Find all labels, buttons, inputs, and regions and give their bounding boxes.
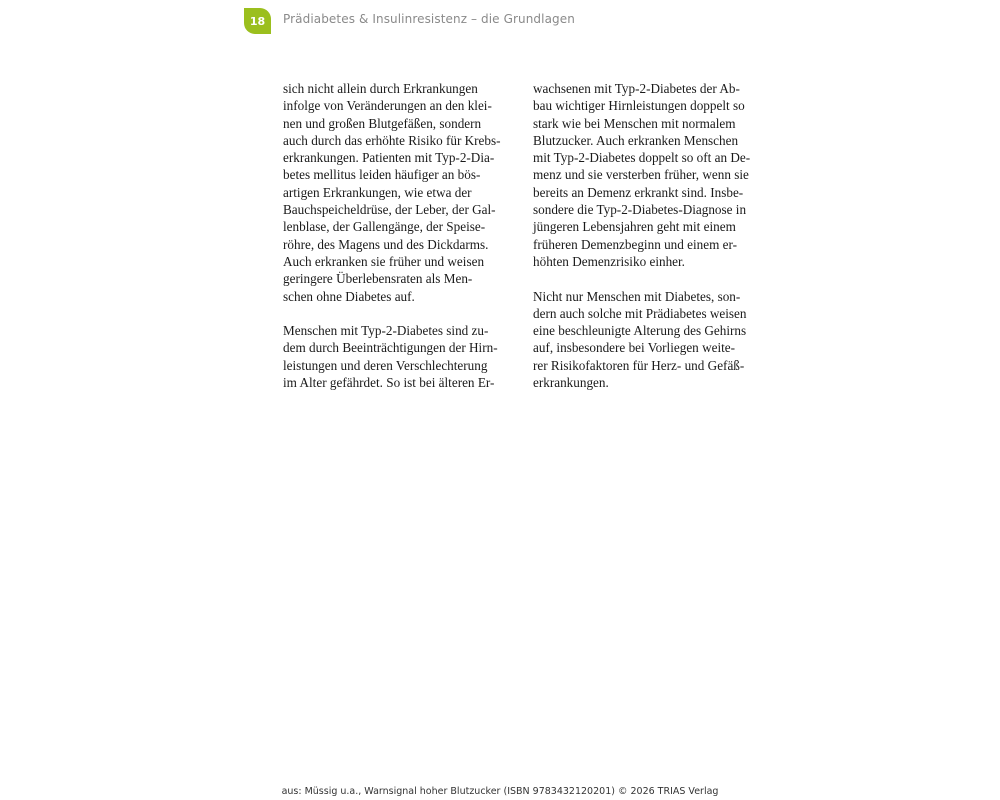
text-line: rer Risikofaktoren für Herz- und Gefäß- (533, 357, 745, 373)
text-line: geringere Überlebensraten als Men- (283, 271, 473, 287)
text-line: infolge von Veränderungen an den klei- (283, 98, 492, 114)
text-line: früheren Demenzbeginn und einem er- (533, 236, 738, 252)
text-line: dern auch solche mit Prädiabetes weisen (533, 305, 747, 321)
text-line: Menschen mit Typ-2-Diabetes sind zu- (283, 323, 489, 339)
text-line: eine beschleunigte Alterung des Gehirns (533, 323, 747, 339)
text-line: im Alter gefährdet. So ist bei älteren Er- (283, 375, 495, 391)
text-line: bereits an Demenz erkrankt sind. Insbe- (533, 184, 744, 200)
text-line: röhre, des Magens und des Dickdarms. (283, 236, 489, 252)
text-line: auf, insbesondere bei Vorliegen weite- (533, 340, 736, 356)
text-line: sondere die Typ-2-Diabetes-Diagnose in (533, 202, 747, 218)
running-header-title: Prädiabetes & Insulinresistenz – die Grundlagen (283, 12, 575, 26)
text-line: artigen Erkrankungen, wie etwa der (283, 184, 472, 200)
text-line: nen und großen Blutgefäßen, sondern (283, 115, 482, 131)
text-line: sich nicht allein durch Erkrankungen (283, 81, 478, 96)
footer-credit: aus: Müssig u.a., Warnsignal hoher Blutzucker (ISBN 9783432120201) © 2026 TRIAS Verlag (281, 786, 719, 797)
text-line: jüngeren Lebensjahren geht mit einem (533, 219, 736, 235)
text-line: Nicht nur Menschen mit Diabetes, son- (533, 288, 741, 304)
paragraph (533, 288, 765, 392)
text-line: erkrankungen. (533, 375, 609, 391)
text-line: Blutzucker. Auch erkranken Menschen (533, 132, 739, 148)
paragraph (283, 80, 515, 305)
text-line: Bauchspeicheldrüse, der Leber, der Gal- (283, 202, 496, 218)
text-line: schen ohne Diabetes auf. (283, 288, 415, 304)
text-column-left (283, 80, 515, 391)
text-line: leistungen und deren Verschlechterung (283, 357, 488, 373)
text-line: bau wichtiger Hirnleistungen doppelt so (533, 98, 745, 114)
text-line: dem durch Beeinträchtigungen der Hirn- (283, 340, 498, 356)
text-line: mit Typ-2-Diabetes doppelt so oft an De- (533, 150, 751, 166)
text-line: betes mellitus leiden häufiger an bös- (283, 167, 481, 183)
paragraph-spacer (283, 305, 515, 322)
text-line: lenblase, der Gallengänge, der Speise- (283, 219, 486, 235)
text-line: wachsenen mit Typ-2-Diabetes der Ab- (533, 81, 740, 96)
paragraph (283, 322, 515, 391)
text-line: auch durch das erhöhte Risiko für Krebs- (283, 132, 501, 148)
text-line: höhten Demenzrisiko einher. (533, 253, 685, 269)
text-line: stark wie bei Menschen mit normalem (533, 115, 736, 131)
paragraph (533, 80, 765, 270)
text-line: Auch erkranken sie früher und weisen (283, 253, 485, 269)
text-column-right (533, 80, 765, 391)
text-line: menz und sie versterben früher, wenn sie (533, 167, 749, 183)
page-number-badge: 18 (244, 8, 271, 34)
paragraph-spacer (533, 270, 765, 287)
text-line: erkrankungen. Patienten mit Typ-2-Dia- (283, 150, 495, 166)
